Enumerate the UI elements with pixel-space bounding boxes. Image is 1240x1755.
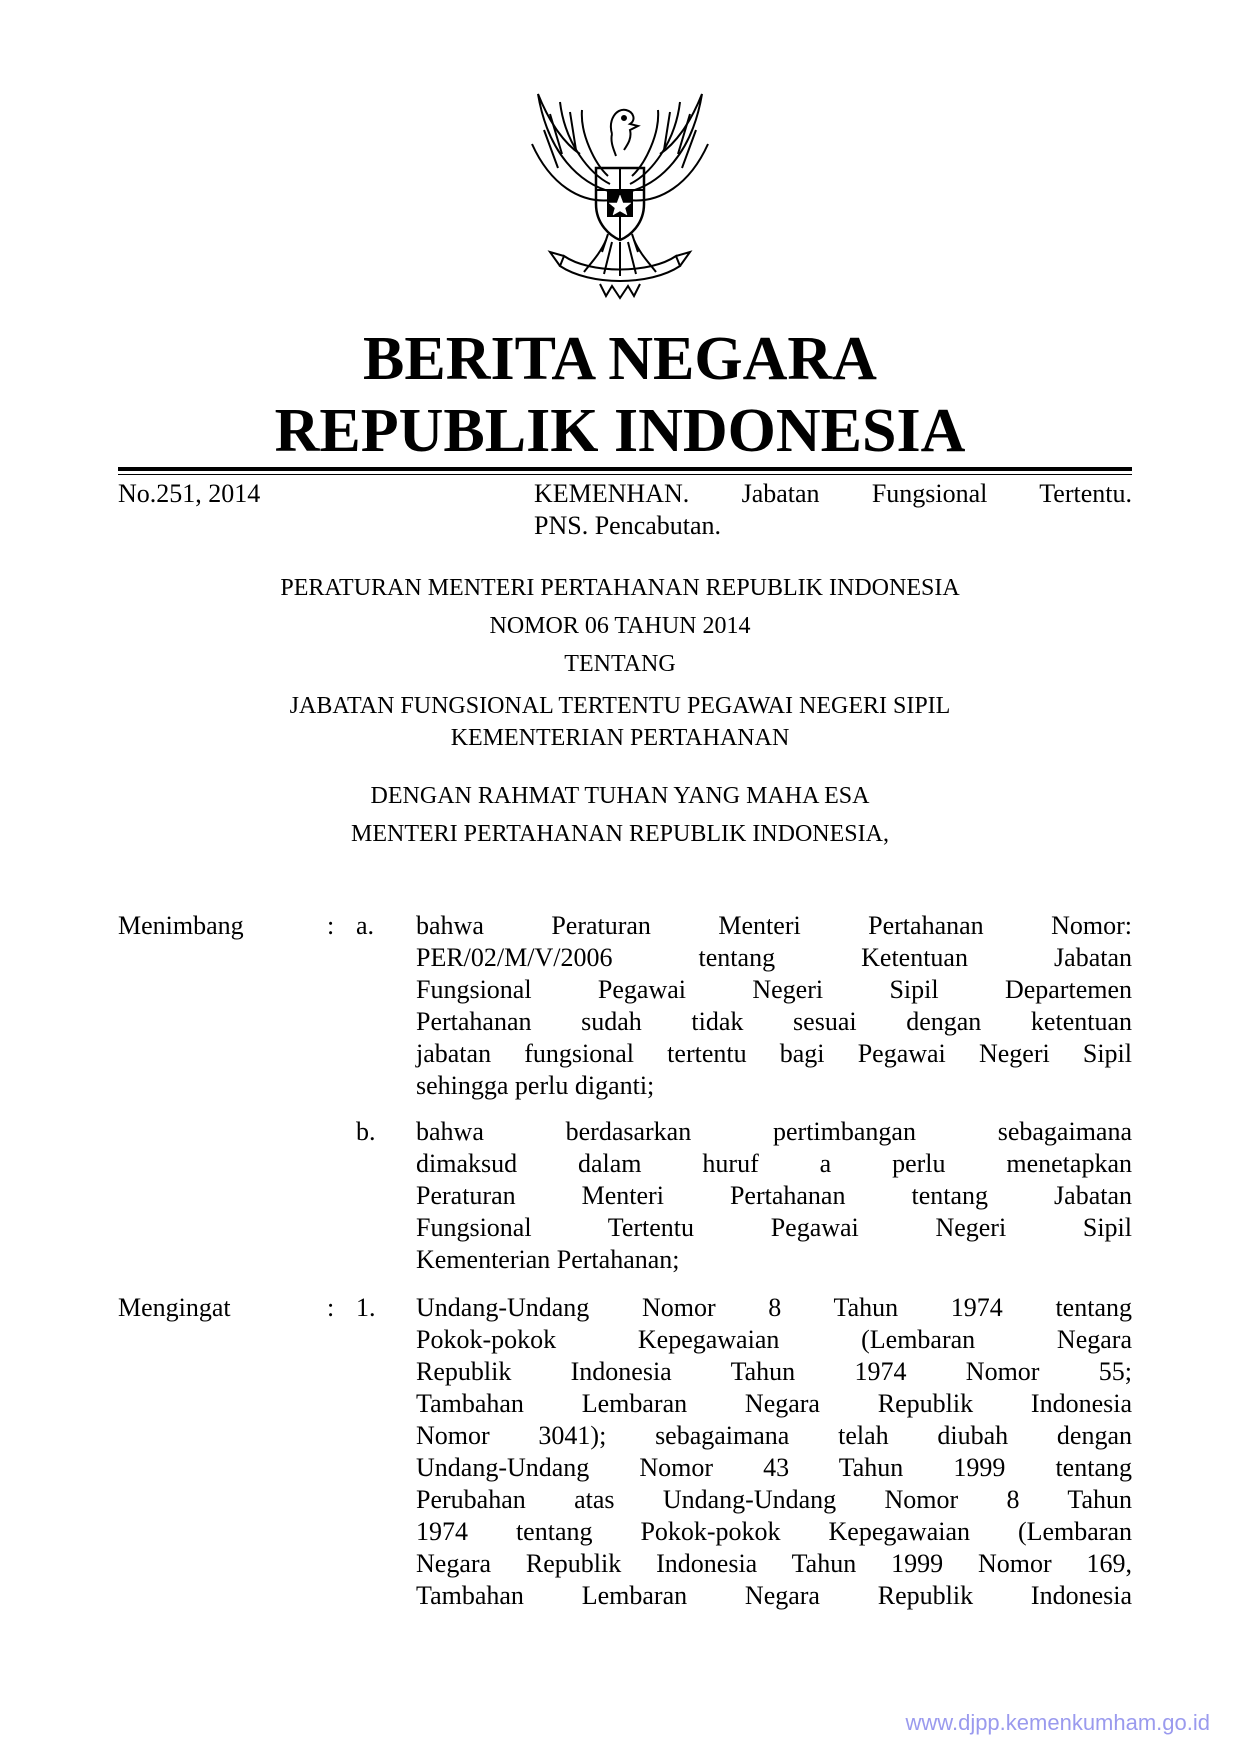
menimbang-b-line: Kementerian Pertahanan; <box>416 1245 680 1274</box>
menimbang-label: Menimbang <box>118 911 244 940</box>
masthead-title: BERITA NEGARA <box>363 325 877 393</box>
menimbang-b-line: Peraturan Menteri Pertahanan tentang Jabatan <box>416 1181 1132 1210</box>
mengingat-1-line: 1974 tentang Pokok-pokok Kepegawaian (Lembaran <box>416 1517 1132 1546</box>
garuda-emblem-icon <box>520 84 720 300</box>
mengingat-1-line: Pokok-pokok Kepegawaian (Lembaran Negara <box>416 1325 1132 1354</box>
mengingat-1-line: Undang-Undang Nomor 43 Tahun 1999 tentang <box>416 1453 1132 1482</box>
menimbang-item-b <box>416 1116 1132 1276</box>
mengingat-item-1 <box>416 1292 1132 1612</box>
mengingat-1-line: Nomor 3041); sebagaimana telah diubah dengan <box>416 1421 1132 1450</box>
mengingat-1-line: Negara Republik Indonesia Tahun 1999 Nomor 169, <box>416 1549 1132 1578</box>
issue-number: No.251, 2014 <box>118 479 261 508</box>
masthead-rule-thin <box>118 474 1132 475</box>
mengingat-1-line: Tambahan Lembaran Negara Republik Indonesia <box>416 1581 1132 1610</box>
issue-subject-line2: PNS. Pencabutan. <box>534 511 722 540</box>
regulation-number: NOMOR 06 TAHUN 2014 <box>489 613 751 639</box>
menimbang-a-line: Fungsional Pegawai Negeri Sipil Departemen <box>416 975 1132 1004</box>
issue-subject-line1: KEMENHAN. Jabatan Fungsional Tertentu. <box>534 479 1132 508</box>
regulation-title: PERATURAN MENTERI PERTAHANAN REPUBLIK INDONESIA <box>280 575 960 601</box>
regulation-subject-line2: KEMENTERIAN PERTAHANAN <box>450 725 790 751</box>
menimbang-item-a <box>416 910 1132 1102</box>
menimbang-b-line: bahwa berdasarkan pertimbangan sebagaimana <box>416 1117 1132 1146</box>
menimbang-marker-b: b. <box>356 1117 376 1146</box>
mengingat-colon: : <box>327 1293 335 1322</box>
menimbang-a-line: jabatan fungsional tertentu bagi Pegawai Negeri Sipil <box>416 1039 1132 1068</box>
preamble-line1: DENGAN RAHMAT TUHAN YANG MAHA ESA <box>370 783 870 809</box>
mengingat-marker-1: 1. <box>356 1293 376 1322</box>
mengingat-1-line: Tambahan Lembaran Negara Republik Indonesia <box>416 1389 1132 1418</box>
mengingat-1-line: Republik Indonesia Tahun 1974 Nomor 55; <box>416 1357 1132 1386</box>
menimbang-a-line: Pertahanan sudah tidak sesuai dengan ketentuan <box>416 1007 1132 1036</box>
mengingat-1-line: Undang-Undang Nomor 8 Tahun 1974 tentang <box>416 1293 1132 1322</box>
regulation-about: TENTANG <box>564 651 676 677</box>
menimbang-a-line: bahwa Peraturan Menteri Pertahanan Nomor: <box>416 911 1132 940</box>
menimbang-marker-a: a. <box>356 911 375 940</box>
preamble-line2: MENTERI PERTAHANAN REPUBLIK INDONESIA, <box>351 821 889 847</box>
masthead-rule-thick <box>118 467 1132 471</box>
menimbang-b-line: Fungsional Tertentu Pegawai Negeri Sipil <box>416 1213 1132 1242</box>
menimbang-a-line: sehingga perlu diganti; <box>416 1071 655 1100</box>
menimbang-colon: : <box>327 911 335 940</box>
menimbang-a-line: PER/02/M/V/2006 tentang Ketentuan Jabatan <box>416 943 1132 972</box>
masthead-subtitle: REPUBLIK INDONESIA <box>274 397 966 465</box>
regulation-subject: JABATAN FUNGSIONAL TERTENTU PEGAWAI NEGERI SIPIL <box>289 693 951 719</box>
mengingat-label: Mengingat <box>118 1293 231 1322</box>
footer-website-link[interactable]: www.djpp.kemenkumham.go.id <box>905 1710 1210 1735</box>
mengingat-1-line: Perubahan atas Undang-Undang Nomor 8 Tahun <box>416 1485 1132 1514</box>
menimbang-b-line: dimaksud dalam huruf a perlu menetapkan <box>416 1149 1132 1178</box>
